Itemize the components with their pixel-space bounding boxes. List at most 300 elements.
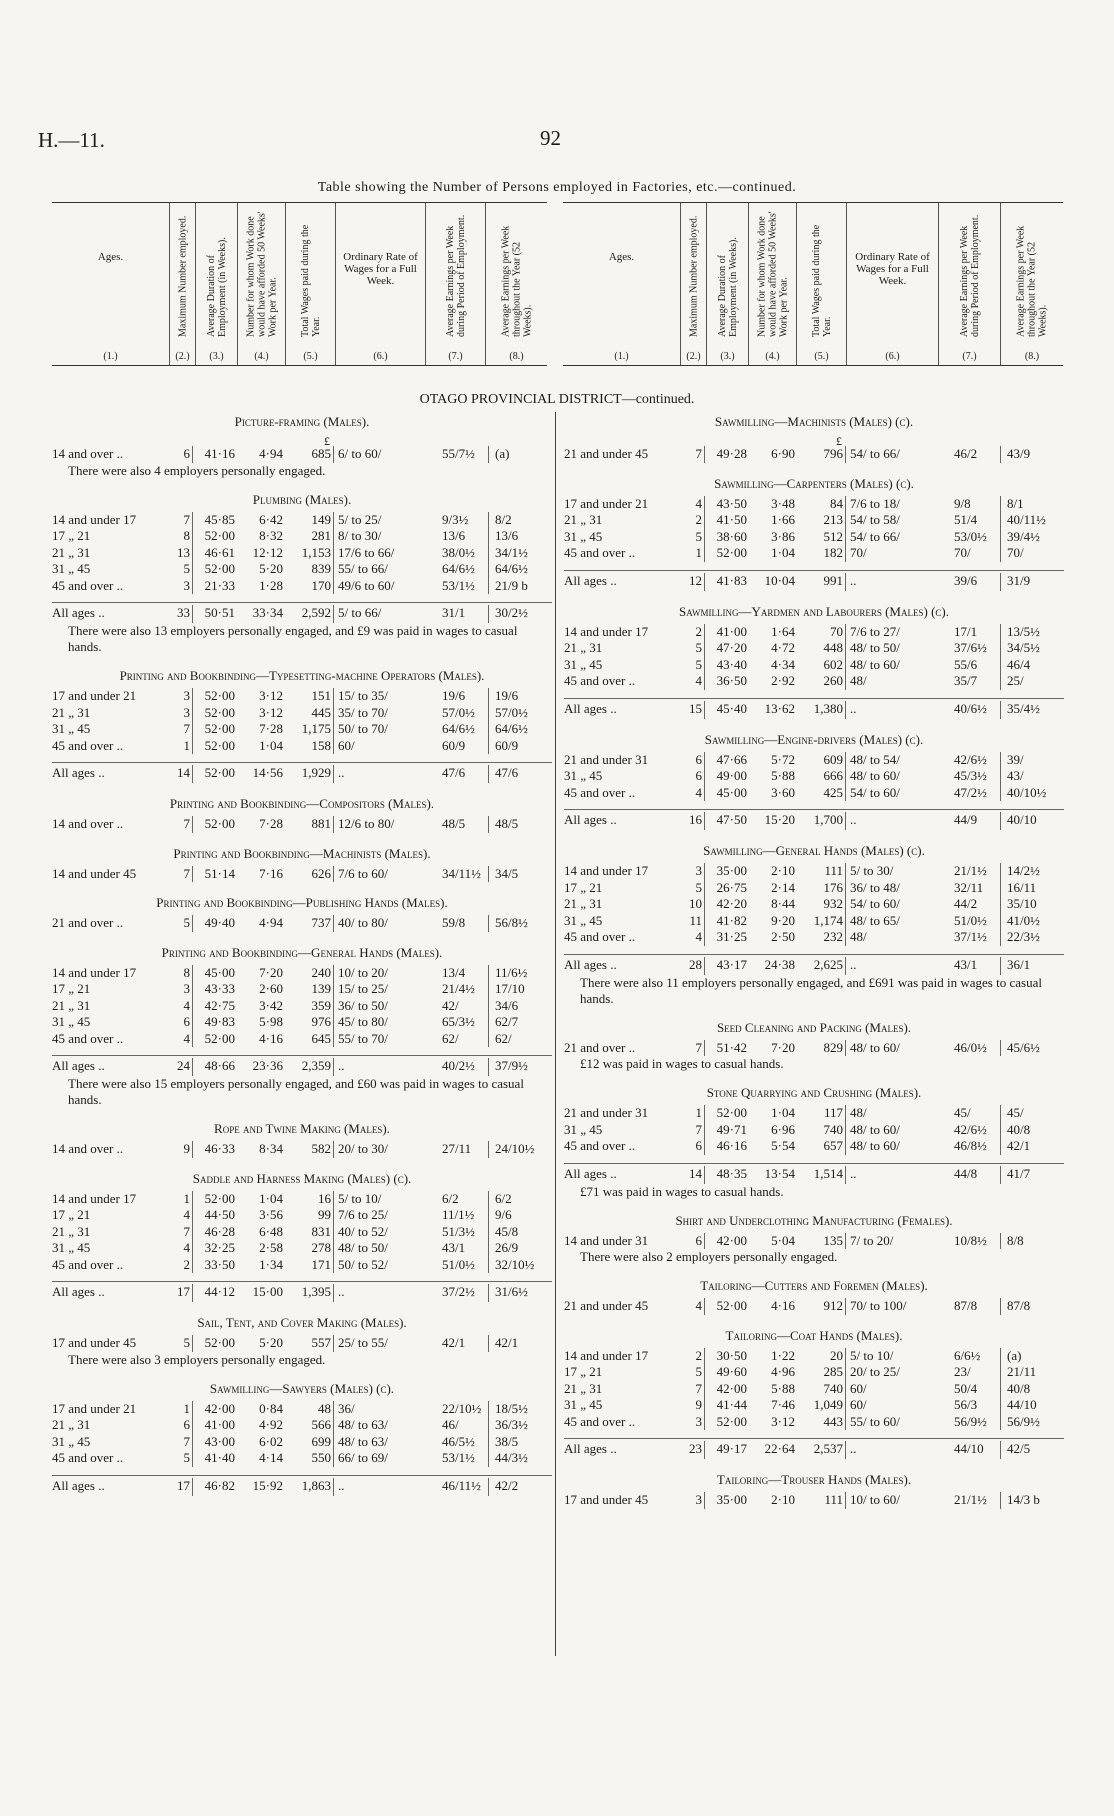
cell: 45/3½ — [954, 768, 1001, 785]
cell: 34/1½ — [495, 544, 528, 560]
cell: 9/3½ — [442, 512, 489, 529]
column-label: Maximum Number employed. — [177, 215, 188, 337]
cell: 42·20 — [716, 896, 747, 911]
cell: 839 — [283, 561, 334, 578]
total-row — [564, 809, 1064, 830]
cell: 46/2 — [954, 446, 1001, 463]
cell: 4 — [170, 998, 193, 1015]
cell: 59/8 — [442, 915, 489, 932]
cell: 1,174 — [795, 913, 846, 930]
cell: 14·56 — [252, 765, 283, 780]
table-row — [564, 768, 1064, 785]
cell: 3·56 — [259, 1207, 283, 1222]
column-number: (6.) — [885, 351, 900, 362]
table-row — [52, 1240, 552, 1257]
cell: 21 „ 31 — [564, 1380, 603, 1396]
section-title: Sawmilling—Engine-drivers (Males) (c). — [704, 731, 924, 747]
cell: 42/1 — [1007, 1138, 1031, 1153]
cell: 512 — [795, 529, 846, 546]
cell: 2 — [682, 1348, 705, 1365]
district-heading: OTAGO PROVINCIAL DISTRICT—continued. — [419, 392, 695, 407]
cell: 831 — [283, 1224, 334, 1241]
cell: 1 — [170, 1401, 193, 1418]
table-row — [564, 1364, 1064, 1381]
column-label: Ages. — [608, 251, 635, 263]
cell: 31/9 — [1007, 572, 1031, 588]
cell: 17 „ 21 — [52, 981, 91, 996]
cell: 55/ to 60/ — [850, 1413, 900, 1429]
cell: 14 and under 17 — [52, 1190, 137, 1206]
cell: 36/3½ — [495, 1417, 528, 1432]
cell: 55/6 — [954, 657, 1001, 674]
cell: 34/6 — [495, 997, 519, 1013]
cell: 31 „ 45 — [52, 561, 91, 576]
cell: 44·12 — [204, 1284, 235, 1299]
cell: 31 „ 45 — [52, 1240, 91, 1255]
cell: 3·12 — [771, 1413, 795, 1429]
total-row — [52, 1475, 552, 1496]
cell: 44·50 — [204, 1207, 235, 1222]
table-row — [564, 929, 1064, 946]
cell: 7/6 to 60/ — [338, 865, 388, 881]
section-title: Tailoring—Trouser Hands (Males). — [716, 1472, 912, 1487]
cell: 53/0½ — [954, 529, 1001, 546]
cell: 4 — [170, 1207, 193, 1224]
cell: 43/9 — [1007, 446, 1031, 461]
cell: 2·92 — [771, 673, 795, 688]
cell: 3·48 — [771, 495, 795, 511]
cell: 36·50 — [716, 673, 747, 688]
industry-section — [564, 604, 1064, 719]
industry-section — [52, 414, 552, 479]
cell: 44/10 — [1007, 1397, 1037, 1412]
cell: 41·83 — [716, 572, 747, 588]
cell: 240 — [283, 965, 334, 982]
column-label: Average Earnings per Week during Period of Employment. — [958, 214, 981, 337]
section-note: There were also 3 employers personally engaged. — [68, 1351, 326, 1367]
cell: 44/10 — [954, 1441, 1001, 1459]
cell: 48 — [283, 1401, 334, 1418]
cell: 42/6½ — [954, 1122, 1001, 1139]
cell: 5 — [170, 561, 193, 578]
table-row — [52, 528, 552, 545]
cell: 34/11½ — [442, 866, 489, 883]
column-number: (4.) — [254, 351, 269, 362]
cell: 260 — [795, 673, 846, 690]
cell: 17/6 to 66/ — [338, 544, 395, 560]
cell: .. — [338, 1058, 345, 1073]
cell: 278 — [283, 1240, 334, 1257]
column-label: Maximum Number employed. — [688, 215, 699, 337]
industry-section — [564, 414, 1064, 463]
cell: 52·00 — [716, 1413, 747, 1429]
cell: All ages .. — [52, 1477, 105, 1493]
cell: 21/1½ — [954, 863, 1001, 880]
cell: 23·36 — [252, 1058, 283, 1073]
cell: 976 — [283, 1014, 334, 1031]
cell: 42/5 — [1007, 1441, 1031, 1456]
cell: 5/ to 66/ — [338, 605, 382, 620]
cell: 740 — [795, 1122, 846, 1139]
cell: 17 „ 21 — [52, 528, 91, 543]
table-row — [52, 578, 552, 595]
cell: 1,380 — [795, 701, 846, 719]
cell: 5/ to 30/ — [850, 863, 894, 878]
table-row — [564, 496, 1064, 513]
cell: 54/ to 60/ — [850, 896, 900, 911]
industry-section — [52, 895, 552, 932]
cell: 17 and under 21 — [564, 495, 649, 511]
cell: 15/ to 25/ — [338, 981, 388, 996]
cell: 6 — [170, 1417, 193, 1434]
cell: 51/0½ — [442, 1257, 489, 1274]
cell: 52·00 — [204, 688, 235, 703]
cell: 31 „ 45 — [564, 656, 603, 672]
column-header-left — [52, 202, 547, 366]
industry-section — [52, 668, 552, 783]
cell: 60/ — [338, 737, 355, 753]
cell: 9/8 — [954, 496, 1001, 513]
cell: 46/11½ — [442, 1478, 489, 1496]
cell: .. — [850, 1441, 857, 1456]
column-header — [238, 203, 286, 365]
cell: 7 — [170, 816, 193, 833]
cell: 2·58 — [259, 1240, 283, 1255]
cell: 42·00 — [716, 1380, 747, 1396]
cell: 99 — [283, 1207, 334, 1224]
cell: 13/6 — [442, 528, 489, 545]
column-header — [797, 203, 847, 365]
cell: 7 — [682, 1122, 705, 1139]
cell: 39/ — [1007, 751, 1024, 767]
cell: 13/5½ — [1007, 623, 1040, 639]
section-note: £71 was paid in wages to casual hands. — [580, 1183, 784, 1199]
cell: 5/ to 10/ — [338, 1190, 382, 1206]
cell: 2,359 — [283, 1058, 334, 1076]
cell: 6 — [170, 446, 193, 463]
cell: 45/ — [1007, 1105, 1024, 1120]
cell: 53/1½ — [442, 1450, 489, 1467]
cell: 48/ to 60/ — [850, 1121, 900, 1137]
column-label: Average Earnings per Week throughout the Year (52 Weeks). — [1015, 225, 1049, 337]
cell: 44/8 — [954, 1166, 1001, 1184]
cell: 48/ to 50/ — [338, 1240, 388, 1255]
column-header — [426, 203, 486, 365]
cell: 3 — [682, 863, 705, 880]
cell: 1·22 — [771, 1347, 795, 1363]
cell: 1,395 — [283, 1284, 334, 1302]
cell: 14 and under 31 — [564, 1232, 649, 1248]
cell: 21 „ 31 — [52, 997, 91, 1013]
cell: 3·86 — [771, 528, 795, 544]
cell: 3·12 — [259, 688, 283, 703]
cell: 62/7 — [495, 1014, 519, 1029]
cell: 48/ to 60/ — [850, 768, 900, 783]
cell: 3 — [682, 1414, 705, 1431]
cell: 70/ to 100/ — [850, 1298, 907, 1313]
column-header — [286, 203, 336, 365]
table-row — [564, 673, 1064, 690]
cell: 10/ to 20/ — [338, 964, 388, 980]
cell: 49·60 — [716, 1364, 747, 1379]
table-row — [564, 1492, 1064, 1509]
cell: 45 and over .. — [52, 577, 124, 593]
cell: 21/9 b — [495, 577, 528, 593]
table-row — [564, 1233, 1064, 1250]
cell: 35·00 — [716, 863, 747, 878]
cell: 32·25 — [204, 1240, 235, 1255]
cell: 12/6 to 80/ — [338, 816, 395, 831]
section-note: There were also 2 employers personally engaged. — [580, 1249, 838, 1264]
cell: 7 — [170, 512, 193, 529]
cell: 39/6 — [954, 573, 1001, 591]
cell: 34/5½ — [1007, 640, 1040, 655]
table-row — [52, 1450, 552, 1467]
cell: 3·12 — [259, 704, 283, 720]
cell: 626 — [283, 866, 334, 883]
cell: 51·42 — [716, 1039, 747, 1055]
industry-section — [564, 732, 1064, 831]
cell: 7·28 — [259, 816, 283, 831]
table-row — [52, 1417, 552, 1434]
cell: 31/1 — [442, 605, 489, 623]
cell: 43/ — [1007, 768, 1024, 783]
cell: 171 — [283, 1257, 334, 1274]
cell: 52·00 — [204, 704, 235, 720]
cell: 70/ — [850, 545, 867, 560]
cell: 7 — [682, 1381, 705, 1398]
cell: 41/0½ — [1007, 912, 1040, 928]
cell: 4 — [682, 496, 705, 513]
column-number: (8.) — [1024, 351, 1040, 362]
cell: 33·34 — [252, 605, 283, 620]
table-row — [52, 965, 552, 982]
table-title: Table showing the Number of Persons employed in Factories, etc.—continued. — [317, 180, 797, 195]
industry-section — [564, 1472, 1064, 1509]
cell: 17 and under 21 — [52, 1400, 137, 1416]
right-column — [564, 412, 1064, 1522]
cell: 21 „ 31 — [564, 640, 603, 655]
cell: 56/9½ — [1007, 1413, 1040, 1429]
cell: 48/ to 60/ — [850, 1039, 900, 1055]
column-header — [563, 203, 681, 365]
section-title: Tailoring—Cutters and Foremen (Males). — [700, 1278, 928, 1293]
cell: 45·85 — [204, 511, 235, 527]
cell: 737 — [283, 915, 334, 932]
cell: 21·33 — [204, 577, 235, 593]
cell: 15 — [682, 701, 705, 719]
cell: 66/ to 69/ — [338, 1450, 388, 1465]
cell: 8·44 — [771, 896, 795, 911]
cell: 4 — [682, 929, 705, 946]
cell: 47/6 — [495, 765, 519, 780]
cell: 48/ to 50/ — [850, 640, 900, 655]
cell: 9 — [170, 1141, 193, 1158]
cell: 10 — [682, 896, 705, 913]
cell: 51/4 — [954, 512, 1001, 529]
cell: 52·00 — [716, 1298, 747, 1313]
table-row — [52, 545, 552, 562]
cell: 31 „ 45 — [52, 721, 91, 736]
cell: 3 — [170, 578, 193, 595]
cell: 4 — [170, 1240, 193, 1257]
cell: 52·00 — [204, 561, 235, 576]
section-note: There were also 13 employers personally engaged, and £9 was paid in wages to casual hands. — [68, 623, 518, 654]
cell: 7 — [682, 446, 705, 463]
pound-sign: £ — [324, 434, 330, 448]
cell: 41·16 — [204, 446, 235, 461]
cell: 8 — [170, 528, 193, 545]
cell: 43·50 — [716, 495, 747, 511]
cell: 7 — [170, 721, 193, 738]
cell: 13/6 — [495, 528, 519, 543]
section-title: Sawmilling—Carpenters (Males) (c). — [714, 475, 914, 491]
column-label: Ordinary Rate of Wages for a Full Week. — [343, 251, 418, 287]
cell: 6/6½ — [954, 1348, 1001, 1365]
column-label: Average Duration of Employment (in Weeks). — [716, 237, 739, 337]
industry-section — [52, 1381, 552, 1496]
cell: 19/6 — [442, 688, 489, 705]
table-row — [564, 446, 1064, 463]
cell: 1·04 — [771, 545, 795, 560]
cell: 45 and over .. — [564, 1413, 636, 1429]
cell: 2,625 — [795, 957, 846, 975]
cell: 4·94 — [259, 446, 283, 461]
cell: 43/1 — [954, 957, 1001, 975]
cell: 51/3½ — [442, 1224, 489, 1241]
cell: 9 — [682, 1397, 705, 1414]
cell: 912 — [795, 1298, 846, 1315]
cell: 70/ — [1007, 545, 1024, 560]
section-note: There were also 4 employers personally engaged. — [68, 462, 326, 478]
cell: 56/9½ — [954, 1414, 1001, 1431]
cell: 609 — [795, 752, 846, 769]
cell: 31 „ 45 — [564, 1397, 603, 1412]
cell: 1·34 — [259, 1256, 283, 1272]
industry-section — [564, 843, 1064, 1007]
cell: 17 — [170, 1284, 193, 1302]
cell: 557 — [283, 1335, 334, 1352]
cell: 21 and over .. — [52, 915, 124, 930]
cell: 51·14 — [204, 865, 235, 881]
cell: .. — [850, 700, 857, 716]
column-number: (3.) — [209, 351, 224, 362]
industry-section — [52, 492, 552, 656]
cell: 5·88 — [771, 1380, 795, 1396]
column-label: Average Earnings per Week throughout the Year (52 Weeks). — [500, 225, 533, 337]
cell: All ages .. — [564, 1441, 617, 1456]
cell: 46·33 — [204, 1141, 235, 1156]
table-row — [564, 913, 1064, 930]
cell: 36/1 — [1007, 956, 1031, 972]
cell: 2·10 — [771, 863, 795, 878]
cell: 8/2 — [495, 511, 512, 527]
cell: 7·28 — [259, 721, 283, 736]
cell: 443 — [795, 1414, 846, 1431]
table-row — [52, 1031, 552, 1048]
column-label: Average Duration of Employment (in Weeks). — [205, 237, 228, 337]
cell: 33 — [170, 605, 193, 623]
section-title: Printing and Bookbinding—Machinists (Males). — [173, 845, 431, 861]
cell: 21 „ 31 — [52, 544, 91, 560]
cell: All ages .. — [52, 605, 105, 620]
cell: 65/3½ — [442, 1014, 489, 1031]
cell: 21 „ 31 — [564, 896, 603, 911]
cell: 50/4 — [954, 1381, 1001, 1398]
cell: 36/ to 50/ — [338, 997, 388, 1013]
cell: 1,175 — [283, 721, 334, 738]
cell: 16 — [283, 1191, 334, 1208]
table-row — [564, 512, 1064, 529]
cell: 4·72 — [771, 640, 795, 655]
cell: 11/6½ — [495, 964, 528, 980]
column-header — [847, 203, 939, 365]
cell: 685 — [283, 446, 334, 463]
cell: 4 — [682, 785, 705, 802]
cell: 566 — [283, 1417, 334, 1434]
cell: 47·66 — [716, 751, 747, 767]
cell: 21 „ 31 — [52, 704, 91, 720]
cell: 740 — [795, 1381, 846, 1398]
cell: 46·28 — [204, 1223, 235, 1239]
cell: 20 — [795, 1348, 846, 1365]
cell: 3 — [170, 981, 193, 998]
cell: 48/ to 60/ — [850, 656, 900, 672]
cell: 3·42 — [259, 997, 283, 1013]
cell: 70 — [795, 624, 846, 641]
column-number: (6.) — [373, 351, 388, 362]
cell: 60/ — [850, 1397, 867, 1412]
cell: 657 — [795, 1138, 846, 1155]
cell: 60/9 — [442, 738, 489, 755]
cell: (a) — [495, 446, 510, 461]
cell: 45 and over .. — [564, 929, 636, 944]
cell: 25/ — [1007, 673, 1024, 688]
cell: 45·00 — [716, 784, 747, 800]
cell: 14 — [682, 1166, 705, 1184]
cell: 64/6½ — [442, 721, 489, 738]
cell: 7/ to 20/ — [850, 1232, 894, 1248]
cell: 4 — [682, 1298, 705, 1315]
pound-sign: £ — [836, 434, 842, 448]
cell: All ages .. — [564, 700, 617, 716]
cell: 43/1 — [442, 1240, 489, 1257]
cell: 45·40 — [716, 700, 747, 716]
cell: 47·50 — [716, 812, 747, 827]
table-row — [52, 1257, 552, 1274]
cell: 14 — [170, 765, 193, 783]
cell: 3 — [170, 705, 193, 722]
cell: 22/3½ — [1007, 929, 1040, 944]
cell: 41·50 — [716, 512, 747, 527]
cell: 49·17 — [716, 1441, 747, 1456]
cell: 10/8½ — [954, 1233, 1001, 1250]
cell: 14 and over .. — [52, 446, 124, 461]
cell: 5 — [170, 915, 193, 932]
cell: 57/0½ — [442, 705, 489, 722]
cell: 44/9 — [954, 812, 1001, 830]
cell: 14 and under 17 — [564, 1347, 649, 1363]
column-number: (3.) — [720, 351, 735, 362]
cell: All ages .. — [52, 1058, 105, 1073]
cell: 829 — [795, 1040, 846, 1057]
column-number: (7.) — [448, 351, 463, 362]
cell: 49·40 — [204, 915, 235, 930]
cell: 51/0½ — [954, 913, 1001, 930]
cell: 70/ — [954, 545, 1001, 562]
cell: 5·04 — [771, 1232, 795, 1248]
cell: 645 — [283, 1031, 334, 1048]
